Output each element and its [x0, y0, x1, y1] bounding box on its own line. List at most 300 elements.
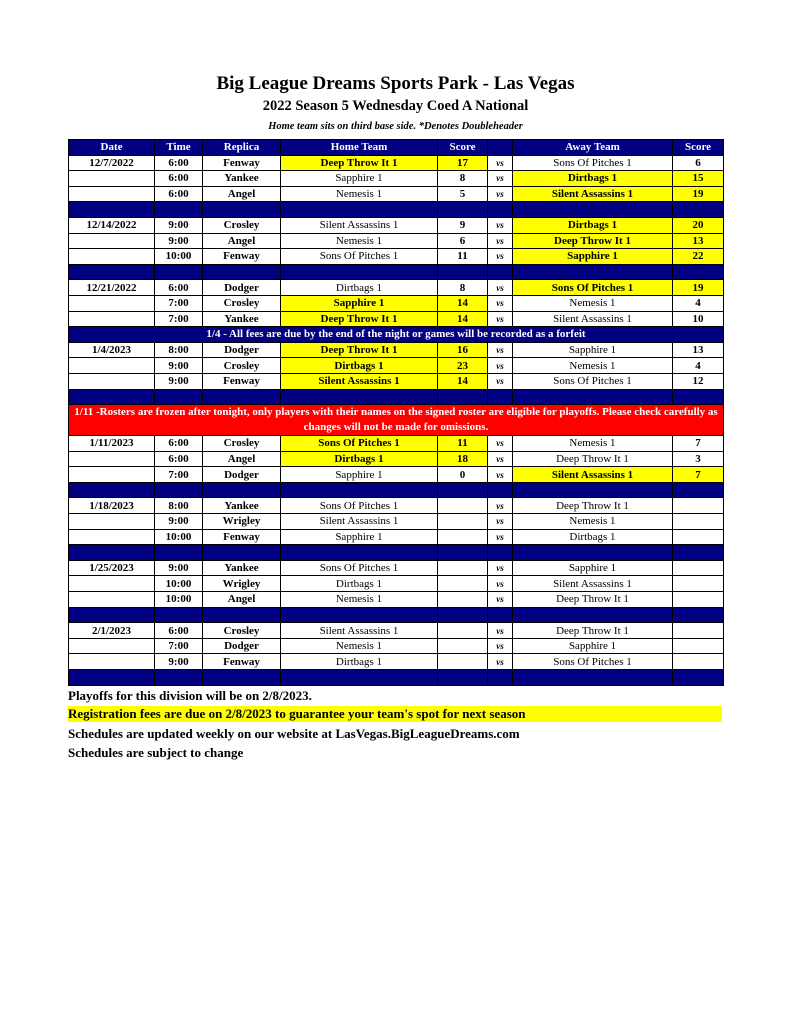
away-team-cell: Dirtbags 1 — [513, 529, 673, 545]
spacer-cell — [488, 202, 513, 218]
spacer-cell — [513, 545, 673, 561]
vs-label: vs — [488, 529, 513, 545]
vs-label: vs — [488, 342, 513, 358]
time-cell: 6:00 — [155, 451, 203, 467]
game-row — [69, 514, 724, 530]
away-team-cell: Silent Assassins 1 — [513, 576, 673, 592]
away-team-cell: Sons Of Pitches 1 — [513, 155, 673, 171]
game-row — [69, 233, 724, 249]
away-score-cell: 4 — [673, 358, 724, 374]
date-cell — [69, 638, 155, 654]
away-score-cell — [673, 514, 724, 530]
home-team-cell: Sapphire 1 — [281, 295, 438, 311]
date-cell — [69, 654, 155, 670]
notice-row — [69, 327, 724, 343]
game-row — [69, 529, 724, 545]
spacer-cell — [69, 607, 155, 623]
time-cell: 9:00 — [155, 560, 203, 576]
date-cell: 12/7/2022 — [69, 155, 155, 171]
website-note: Schedules are updated weekly on our website at LasVegas.BigLeagueDreams.com — [68, 726, 520, 741]
home-score-cell: 6 — [438, 233, 488, 249]
game-row — [69, 638, 724, 654]
vs-label: vs — [488, 249, 513, 265]
away-score-cell: 4 — [673, 295, 724, 311]
time-cell: 7:00 — [155, 295, 203, 311]
date-cell: 1/18/2023 — [69, 498, 155, 514]
home-score-cell — [438, 638, 488, 654]
home-team-cell: Dirtbags 1 — [281, 358, 438, 374]
spacer-cell — [488, 482, 513, 498]
spacer-cell — [488, 545, 513, 561]
spacer-cell — [69, 670, 155, 686]
spacer-cell — [69, 202, 155, 218]
home-team-cell: Silent Assassins 1 — [281, 623, 438, 639]
replica-cell: Dodger — [203, 280, 281, 296]
replica-cell: Crosley — [203, 295, 281, 311]
spacer-cell — [513, 202, 673, 218]
spacer-cell — [438, 264, 488, 280]
spacer-cell — [155, 202, 203, 218]
column-header-away-score: Score — [673, 140, 724, 156]
game-row — [69, 373, 724, 389]
away-score-cell — [673, 592, 724, 608]
time-cell: 9:00 — [155, 217, 203, 233]
home-team-cell: Silent Assassins 1 — [281, 217, 438, 233]
page-title: Big League Dreams Sports Park - Las Vegas — [216, 73, 575, 94]
replica-cell: Yankee — [203, 311, 281, 327]
vs-label: vs — [488, 467, 513, 483]
date-cell — [69, 576, 155, 592]
away-score-cell — [673, 654, 724, 670]
game-row — [69, 467, 724, 483]
home-team-cell: Dirtbags 1 — [281, 576, 438, 592]
away-team-cell: Sons Of Pitches 1 — [513, 280, 673, 296]
away-score-cell: 19 — [673, 186, 724, 202]
spacer-cell — [203, 389, 281, 405]
game-row — [69, 186, 724, 202]
spacer-cell — [513, 264, 673, 280]
away-team-cell: Sons Of Pitches 1 — [513, 373, 673, 389]
spacer-cell — [673, 264, 724, 280]
spacer-cell — [69, 264, 155, 280]
home-team-cell: Deep Throw It 1 — [281, 311, 438, 327]
spacer-cell — [438, 389, 488, 405]
date-cell — [69, 249, 155, 265]
home-score-cell — [438, 576, 488, 592]
spacer-cell — [155, 545, 203, 561]
spacer-cell — [155, 670, 203, 686]
replica-cell: Fenway — [203, 373, 281, 389]
spacer-cell — [438, 670, 488, 686]
home-score-cell: 11 — [438, 436, 488, 452]
spacer-cell — [203, 670, 281, 686]
time-cell: 6:00 — [155, 155, 203, 171]
away-team-cell: Sapphire 1 — [513, 249, 673, 265]
spacer-cell — [673, 482, 724, 498]
home-team-cell: Sons Of Pitches 1 — [281, 249, 438, 265]
vs-label: vs — [488, 217, 513, 233]
away-team-cell: Deep Throw It 1 — [513, 623, 673, 639]
replica-cell: Crosley — [203, 358, 281, 374]
replica-cell: Angel — [203, 592, 281, 608]
game-row — [69, 623, 724, 639]
away-score-cell — [673, 560, 724, 576]
home-team-cell: Sapphire 1 — [281, 171, 438, 187]
registration-note: Registration fees are due on 2/8/2023 to guarantee your team's spot for next season — [68, 706, 722, 722]
home-score-cell: 5 — [438, 186, 488, 202]
game-row — [69, 451, 724, 467]
away-score-cell — [673, 576, 724, 592]
replica-cell: Crosley — [203, 217, 281, 233]
column-header-vs — [488, 140, 513, 156]
replica-cell: Yankee — [203, 498, 281, 514]
vs-label: vs — [488, 171, 513, 187]
spacer-cell — [488, 607, 513, 623]
vs-label: vs — [488, 233, 513, 249]
game-row — [69, 436, 724, 452]
game-row — [69, 155, 724, 171]
time-cell: 10:00 — [155, 592, 203, 608]
away-score-cell: 7 — [673, 467, 724, 483]
time-cell: 7:00 — [155, 467, 203, 483]
spacer-cell — [673, 202, 724, 218]
away-score-cell: 12 — [673, 373, 724, 389]
replica-cell: Yankee — [203, 560, 281, 576]
date-cell — [69, 467, 155, 483]
home-score-cell — [438, 514, 488, 530]
replica-cell: Dodger — [203, 467, 281, 483]
time-cell: 9:00 — [155, 514, 203, 530]
spacer-row — [69, 202, 724, 218]
replica-cell: Dodger — [203, 638, 281, 654]
subject-to-change-note: Schedules are subject to change — [68, 745, 244, 760]
date-cell — [69, 311, 155, 327]
spacer-cell — [281, 545, 438, 561]
home-team-cell: Silent Assassins 1 — [281, 514, 438, 530]
game-row — [69, 560, 724, 576]
away-team-cell: Sapphire 1 — [513, 560, 673, 576]
away-score-cell: 22 — [673, 249, 724, 265]
away-score-cell: 19 — [673, 280, 724, 296]
away-team-cell: Deep Throw It 1 — [513, 451, 673, 467]
date-cell — [69, 592, 155, 608]
home-score-cell: 14 — [438, 311, 488, 327]
away-score-cell: 6 — [673, 155, 724, 171]
away-score-cell — [673, 529, 724, 545]
game-row — [69, 280, 724, 296]
home-team-cell: Nemesis 1 — [281, 638, 438, 654]
spacer-cell — [673, 607, 724, 623]
home-team-cell: Deep Throw It 1 — [281, 155, 438, 171]
away-team-cell: Silent Assassins 1 — [513, 186, 673, 202]
home-team-cell: Deep Throw It 1 — [281, 342, 438, 358]
away-team-cell: Nemesis 1 — [513, 436, 673, 452]
time-cell: 7:00 — [155, 311, 203, 327]
home-team-cell: Sons Of Pitches 1 — [281, 560, 438, 576]
table-header — [69, 140, 724, 156]
time-cell: 9:00 — [155, 358, 203, 374]
time-cell: 6:00 — [155, 623, 203, 639]
roster-alert-row — [69, 405, 724, 436]
vs-label: vs — [488, 654, 513, 670]
game-row — [69, 576, 724, 592]
replica-cell: Crosley — [203, 623, 281, 639]
header-note: Home team sits on third base side. *Denotes Doubleheader — [268, 121, 523, 132]
spacer-cell — [488, 389, 513, 405]
home-score-cell — [438, 498, 488, 514]
home-score-cell: 9 — [438, 217, 488, 233]
home-score-cell: 14 — [438, 373, 488, 389]
away-team-cell: Nemesis 1 — [513, 358, 673, 374]
date-cell: 2/1/2023 — [69, 623, 155, 639]
spacer-cell — [513, 389, 673, 405]
date-cell: 12/21/2022 — [69, 280, 155, 296]
away-score-cell: 13 — [673, 342, 724, 358]
date-cell — [69, 171, 155, 187]
away-score-cell: 3 — [673, 451, 724, 467]
spacer-cell — [69, 482, 155, 498]
vs-label: vs — [488, 358, 513, 374]
away-team-cell: Sapphire 1 — [513, 342, 673, 358]
home-team-cell: Sapphire 1 — [281, 467, 438, 483]
away-score-cell: 13 — [673, 233, 724, 249]
spacer-row — [69, 607, 724, 623]
spacer-cell — [513, 482, 673, 498]
vs-label: vs — [488, 498, 513, 514]
replica-cell: Fenway — [203, 155, 281, 171]
spacer-cell — [513, 670, 673, 686]
spacer-cell — [281, 607, 438, 623]
spacer-cell — [155, 264, 203, 280]
schedule-table — [68, 139, 724, 686]
away-score-cell: 20 — [673, 217, 724, 233]
replica-cell: Fenway — [203, 654, 281, 670]
date-cell — [69, 514, 155, 530]
game-row — [69, 171, 724, 187]
column-header-replica: Replica — [203, 140, 281, 156]
home-score-cell — [438, 623, 488, 639]
away-score-cell: 7 — [673, 436, 724, 452]
spacer-cell — [281, 264, 438, 280]
time-cell: 6:00 — [155, 171, 203, 187]
time-cell: 10:00 — [155, 576, 203, 592]
spacer-cell — [438, 202, 488, 218]
date-cell — [69, 373, 155, 389]
game-row — [69, 249, 724, 265]
home-score-cell: 14 — [438, 295, 488, 311]
away-team-cell: Silent Assassins 1 — [513, 311, 673, 327]
game-row — [69, 498, 724, 514]
game-row — [69, 342, 724, 358]
home-team-cell: Nemesis 1 — [281, 592, 438, 608]
vs-label: vs — [488, 576, 513, 592]
home-score-cell — [438, 529, 488, 545]
home-score-cell: 8 — [438, 171, 488, 187]
spacer-cell — [488, 264, 513, 280]
spacer-cell — [69, 389, 155, 405]
replica-cell: Fenway — [203, 529, 281, 545]
time-cell: 10:00 — [155, 249, 203, 265]
home-score-cell: 17 — [438, 155, 488, 171]
spacer-cell — [488, 670, 513, 686]
time-cell: 9:00 — [155, 373, 203, 389]
spacer-cell — [673, 545, 724, 561]
game-row — [69, 217, 724, 233]
spacer-cell — [203, 202, 281, 218]
date-cell — [69, 295, 155, 311]
away-team-cell: Deep Throw It 1 — [513, 498, 673, 514]
spacer-row — [69, 545, 724, 561]
home-team-cell: Sons Of Pitches 1 — [281, 498, 438, 514]
replica-cell: Yankee — [203, 171, 281, 187]
home-score-cell — [438, 560, 488, 576]
spacer-cell — [673, 389, 724, 405]
date-cell — [69, 529, 155, 545]
time-cell: 10:00 — [155, 529, 203, 545]
vs-label: vs — [488, 451, 513, 467]
spacer-cell — [155, 482, 203, 498]
home-score-cell: 23 — [438, 358, 488, 374]
replica-cell: Dodger — [203, 342, 281, 358]
away-team-cell: Dirtbags 1 — [513, 171, 673, 187]
spacer-cell — [281, 202, 438, 218]
date-cell — [69, 233, 155, 249]
replica-cell: Fenway — [203, 249, 281, 265]
date-cell: 1/4/2023 — [69, 342, 155, 358]
away-team-cell: Nemesis 1 — [513, 295, 673, 311]
vs-label: vs — [488, 560, 513, 576]
vs-label: vs — [488, 623, 513, 639]
vs-label: vs — [488, 436, 513, 452]
away-score-cell — [673, 638, 724, 654]
time-cell: 9:00 — [155, 233, 203, 249]
spacer-cell — [155, 389, 203, 405]
vs-label: vs — [488, 295, 513, 311]
game-row — [69, 311, 724, 327]
spacer-cell — [203, 264, 281, 280]
away-score-cell: 10 — [673, 311, 724, 327]
vs-label: vs — [488, 311, 513, 327]
vs-label: vs — [488, 514, 513, 530]
time-cell: 9:00 — [155, 654, 203, 670]
away-team-cell: Deep Throw It 1 — [513, 592, 673, 608]
away-team-cell: Nemesis 1 — [513, 514, 673, 530]
spacer-cell — [281, 670, 438, 686]
time-cell: 6:00 — [155, 436, 203, 452]
date-cell — [69, 358, 155, 374]
game-row — [69, 295, 724, 311]
spacer-cell — [513, 607, 673, 623]
date-cell: 12/14/2022 — [69, 217, 155, 233]
spacer-cell — [69, 545, 155, 561]
spacer-row — [69, 264, 724, 280]
away-team-cell: Deep Throw It 1 — [513, 233, 673, 249]
away-team-cell: Dirtbags 1 — [513, 217, 673, 233]
home-team-cell: Dirtbags 1 — [281, 280, 438, 296]
replica-cell: Angel — [203, 451, 281, 467]
date-cell — [69, 186, 155, 202]
home-team-cell: Nemesis 1 — [281, 233, 438, 249]
replica-cell: Angel — [203, 186, 281, 202]
away-team-cell: Sapphire 1 — [513, 638, 673, 654]
away-score-cell: 15 — [673, 171, 724, 187]
vs-label: vs — [488, 592, 513, 608]
page-subtitle: 2022 Season 5 Wednesday Coed A National — [262, 98, 529, 114]
vs-label: vs — [488, 638, 513, 654]
column-header-home-score: Score — [438, 140, 488, 156]
spacer-cell — [438, 482, 488, 498]
date-cell: 1/11/2023 — [69, 436, 155, 452]
date-cell: 1/25/2023 — [69, 560, 155, 576]
home-score-cell: 18 — [438, 451, 488, 467]
time-cell: 7:00 — [155, 638, 203, 654]
vs-label: vs — [488, 186, 513, 202]
replica-cell: Crosley — [203, 436, 281, 452]
home-score-cell: 0 — [438, 467, 488, 483]
spacer-row — [69, 670, 724, 686]
home-team-cell: Dirtbags 1 — [281, 654, 438, 670]
column-header-home-team: Home Team — [281, 140, 438, 156]
home-score-cell — [438, 654, 488, 670]
home-team-cell: Nemesis 1 — [281, 186, 438, 202]
home-score-cell: 11 — [438, 249, 488, 265]
home-team-cell: Silent Assassins 1 — [281, 373, 438, 389]
home-score-cell: 8 — [438, 280, 488, 296]
spacer-cell — [203, 482, 281, 498]
replica-cell: Wrigley — [203, 514, 281, 530]
time-cell: 6:00 — [155, 280, 203, 296]
game-row — [69, 358, 724, 374]
spacer-cell — [673, 670, 724, 686]
replica-cell: Wrigley — [203, 576, 281, 592]
spacer-cell — [438, 607, 488, 623]
home-score-cell: 16 — [438, 342, 488, 358]
spacer-cell — [203, 545, 281, 561]
home-team-cell: Sons Of Pitches 1 — [281, 436, 438, 452]
column-header-time: Time — [155, 140, 203, 156]
playoffs-note: Playoffs for this division will be on 2/8/2023. — [68, 688, 312, 703]
time-cell: 8:00 — [155, 498, 203, 514]
home-team-cell: Sapphire 1 — [281, 529, 438, 545]
vs-label: vs — [488, 280, 513, 296]
column-header-date: Date — [69, 140, 155, 156]
game-row — [69, 592, 724, 608]
game-row — [69, 654, 724, 670]
time-cell: 8:00 — [155, 342, 203, 358]
column-header-away-team: Away Team — [513, 140, 673, 156]
home-team-cell: Dirtbags 1 — [281, 451, 438, 467]
away-team-cell: Sons Of Pitches 1 — [513, 654, 673, 670]
away-score-cell — [673, 623, 724, 639]
replica-cell: Angel — [203, 233, 281, 249]
spacer-cell — [438, 545, 488, 561]
spacer-cell — [281, 389, 438, 405]
time-cell: 6:00 — [155, 186, 203, 202]
spacer-row — [69, 389, 724, 405]
vs-label: vs — [488, 155, 513, 171]
spacer-cell — [203, 607, 281, 623]
notice-text: 1/4 - All fees are due by the end of the night or games will be recorded as a forfeit — [69, 327, 724, 343]
away-score-cell — [673, 498, 724, 514]
spacer-cell — [155, 607, 203, 623]
spacer-cell — [281, 482, 438, 498]
home-score-cell — [438, 592, 488, 608]
away-team-cell: Silent Assassins 1 — [513, 467, 673, 483]
notice-text: 1/11 -Rosters are frozen after tonight, only players with their names on the signed roster are eligible for playoffs. Please check carefully as changes will not be made for omissions. — [69, 405, 724, 436]
spacer-row — [69, 482, 724, 498]
vs-label: vs — [488, 373, 513, 389]
date-cell — [69, 451, 155, 467]
